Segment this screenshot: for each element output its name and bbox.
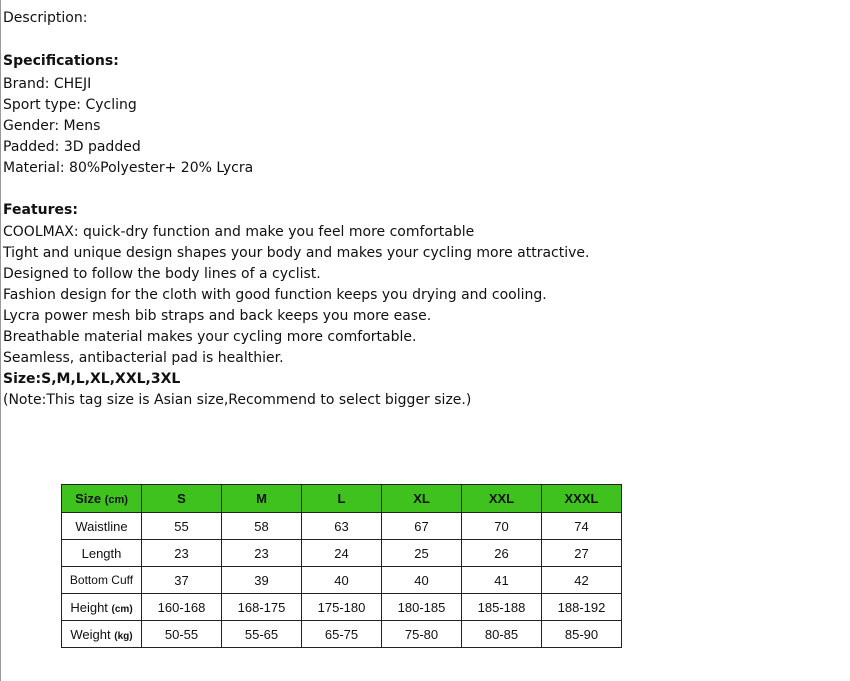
table-cell: 67 <box>382 513 462 540</box>
size-header-label-cell <box>62 485 142 513</box>
feature-coolmax: COOLMAX: quick-dry function and make you feel more comfortable <box>3 224 475 240</box>
size-header-unit: (cm) <box>104 494 128 506</box>
table-cell: 55-65 <box>222 621 302 648</box>
table-cell: 80-85 <box>462 621 542 648</box>
size-header-s: S <box>142 485 222 513</box>
size-header-xxl: XXL <box>462 485 542 513</box>
table-cell: 185-188 <box>462 594 542 621</box>
row-label-weight: Weight <box>70 626 111 642</box>
table-cell: 23 <box>222 540 302 567</box>
row-label-waistline: Waistline <box>62 513 142 540</box>
table-cell: 63 <box>302 513 382 540</box>
spec-sport-type: Sport type: Cycling <box>3 97 137 113</box>
row-unit-height: (cm) <box>111 603 133 615</box>
table-row-weight <box>62 621 622 648</box>
table-row-height <box>62 594 622 621</box>
table-cell: 175-180 <box>302 594 382 621</box>
size-header-xl: XL <box>382 485 462 513</box>
size-header-label: Size <box>75 491 102 506</box>
row-unit-weight: (kg) <box>114 630 133 642</box>
size-note: (Note:This tag size is Asian size,Recommend to select bigger size.) <box>3 392 472 408</box>
table-cell: 40 <box>382 567 462 594</box>
table-cell: 58 <box>222 513 302 540</box>
row-label-height-cell <box>62 594 142 621</box>
feature-tight-design: Tight and unique design shapes your body and makes your cycling more attractive. <box>3 245 590 261</box>
table-cell: 70 <box>462 513 542 540</box>
table-cell: 85-90 <box>542 621 622 648</box>
table-row-waistline <box>62 513 622 540</box>
features-heading: Features: <box>3 202 78 218</box>
table-row-length <box>62 540 622 567</box>
left-border-line <box>0 0 1 681</box>
table-cell: 25 <box>382 540 462 567</box>
size-list: Size:S,M,L,XL,XXL,3XL <box>3 371 181 387</box>
feature-seamless-pad: Seamless, antibacterial pad is healthier. <box>3 350 284 366</box>
spec-gender: Gender: Mens <box>3 118 101 134</box>
row-label-bottom-cuff: Bottom Cuff <box>62 567 142 594</box>
feature-body-lines: Designed to follow the body lines of a cyclist. <box>3 266 321 282</box>
size-chart-header-row <box>62 485 622 513</box>
size-header-l: L <box>302 485 382 513</box>
description-heading: Description: <box>3 10 88 26</box>
spec-brand: Brand: CHEJI <box>3 76 92 92</box>
table-cell: 41 <box>462 567 542 594</box>
table-cell: 39 <box>222 567 302 594</box>
row-label-height: Height <box>70 599 108 615</box>
feature-breathable: Breathable material makes your cycling more comfortable. <box>3 329 417 345</box>
table-cell: 42 <box>542 567 622 594</box>
table-cell: 65-75 <box>302 621 382 648</box>
size-header-m: M <box>222 485 302 513</box>
table-cell: 37 <box>142 567 222 594</box>
table-cell: 160-168 <box>142 594 222 621</box>
table-cell: 74 <box>542 513 622 540</box>
table-cell: 168-175 <box>222 594 302 621</box>
table-cell: 23 <box>142 540 222 567</box>
feature-fashion-design: Fashion design for the cloth with good function keeps you drying and cooling. <box>3 287 547 303</box>
size-chart-table <box>61 484 622 648</box>
table-cell: 27 <box>542 540 622 567</box>
size-header-xxxl: XXXL <box>542 485 622 513</box>
specifications-heading: Specifications: <box>3 53 119 69</box>
row-label-weight-cell <box>62 621 142 648</box>
table-cell: 55 <box>142 513 222 540</box>
table-cell: 40 <box>302 567 382 594</box>
table-cell: 26 <box>462 540 542 567</box>
table-row-bottom-cuff <box>62 567 622 594</box>
table-cell: 50-55 <box>142 621 222 648</box>
feature-lycra-mesh: Lycra power mesh bib straps and back keeps you more ease. <box>3 308 432 324</box>
table-cell: 188-192 <box>542 594 622 621</box>
table-cell: 24 <box>302 540 382 567</box>
spec-material: Material: 80%Polyester+ 20% Lycra <box>3 160 254 176</box>
spec-padded: Padded: 3D padded <box>3 139 141 155</box>
table-cell: 180-185 <box>382 594 462 621</box>
row-label-length: Length <box>62 540 142 567</box>
table-cell: 75-80 <box>382 621 462 648</box>
